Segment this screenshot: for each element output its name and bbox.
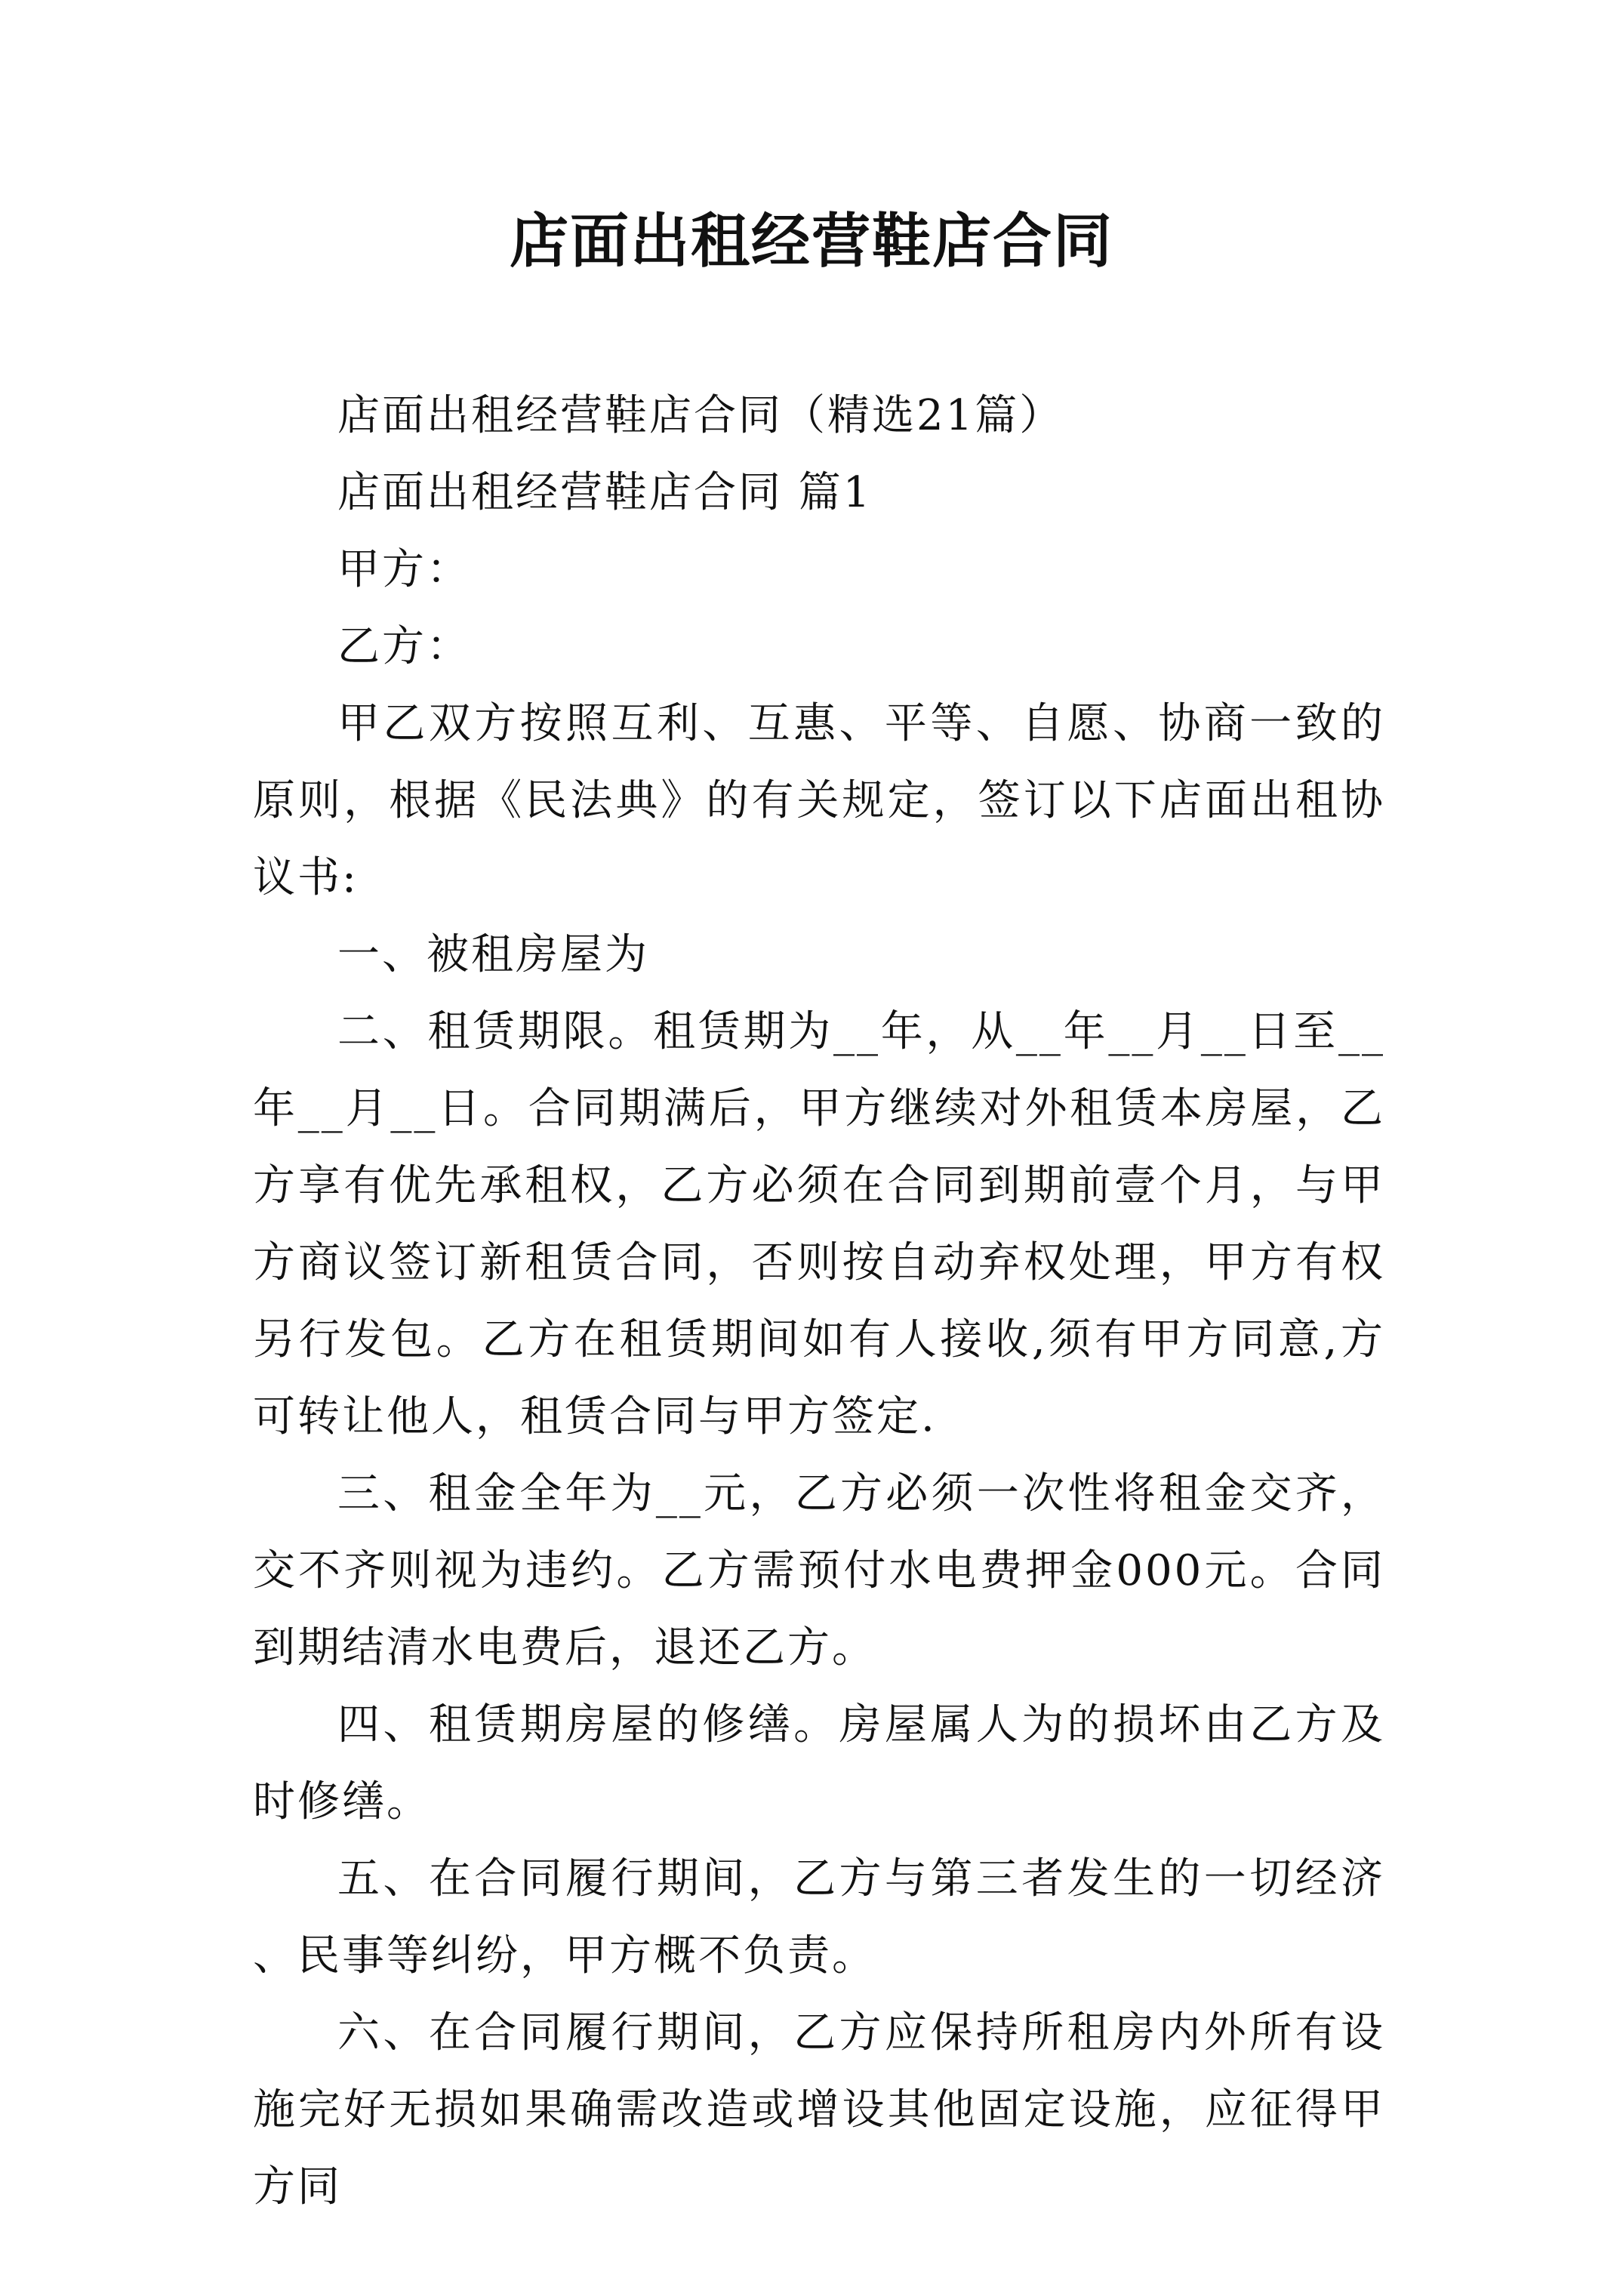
- paragraph-clause-4: 四、租赁期房屋的修缮。房屋属人为的损坏由乙方及时修缮。: [253, 1700, 1385, 1826]
- paragraph-party-b: 乙方：: [337, 622, 471, 671]
- paragraph-section-heading: 店面出租经营鞋店合同 篇1: [337, 468, 873, 517]
- paragraph-preamble: 甲乙双方按照互利、互惠、平等、自愿、协商一致的原则，根据《民法典》的有关规定，签订以下店面出租协议书:: [253, 699, 1385, 902]
- document-title: 店面出租经营鞋店合同: [509, 207, 1113, 276]
- paragraph-clause-6: 六、在合同履行期间，乙方应保持所租房内外所有设施完好无损如果确需改造或增设其他固定设施，应征得甲方同: [253, 2008, 1385, 2211]
- paragraph-clause-1: 一、被租房屋为: [337, 930, 649, 979]
- paragraph-clause-2: 二、租赁期限。租赁期为__年，从__年__月__日至__年__月__日。合同期满后，甲方继续对外租赁本房屋，乙方享有优先承租权，乙方必须在合同到期前壹个月，与甲方商议签订新租赁合同，否则按自动弃权处理，甲方有权另行发包。乙方在租赁期间如有人接收,须有甲方同意,方可转让他人，租赁合同与甲方签定.: [253, 1007, 1386, 1441]
- paragraph-party-a: 甲方：: [337, 545, 471, 594]
- paragraph-clause-5: 五、在合同履行期间，乙方与第三者发生的一切经济、民事等纠纷，甲方概不负责。: [253, 1854, 1385, 1980]
- paragraph-clause-3: 三、租金全年为__元，乙方必须一次性将租金交齐，交不齐则视为违约。乙方需预付水电费押金000元。合同到期结清水电费后，退还乙方。: [253, 1469, 1385, 1672]
- paragraph-subtitle: 店面出租经营鞋店合同（精选21篇）: [337, 391, 1064, 440]
- document-body: [253, 378, 1385, 2226]
